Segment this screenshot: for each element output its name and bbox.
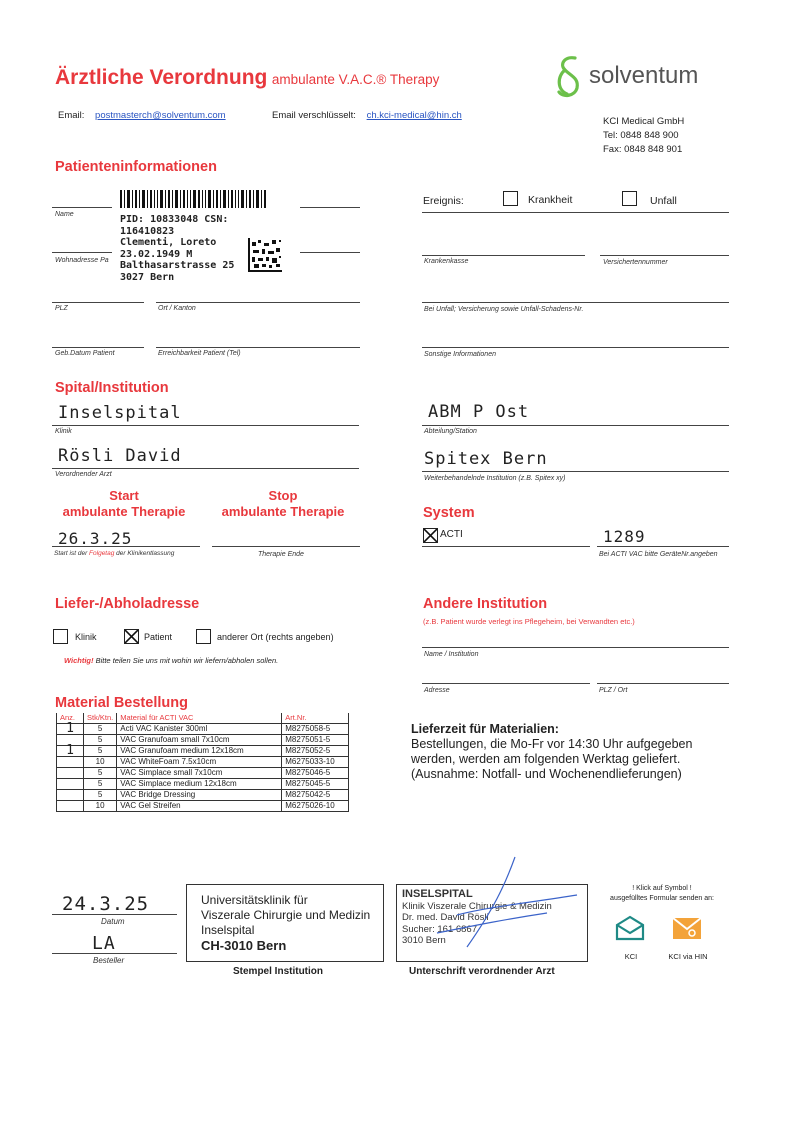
label-stempel: Stempel Institution (233, 966, 323, 977)
material-artnr-cell: M8275051-5 (282, 735, 349, 746)
email-enc-label: Email verschlüsselt: (272, 110, 356, 121)
email-link[interactable]: postmasterch@solventum.com (95, 110, 226, 121)
hin-mail-icon (672, 915, 702, 941)
label-unfall: Unfall (650, 195, 677, 207)
material-artnr-cell: M8275058-5 (282, 724, 349, 735)
sticker-pid: PID: 10833048 CSN: 116410823 (120, 214, 229, 237)
label-plz: PLZ (55, 305, 68, 312)
title-sub: ambulante V.A.C.® Therapy (271, 72, 440, 87)
material-anz-cell[interactable] (57, 790, 84, 801)
sticker-dob: 23.02.1949 M (120, 248, 193, 260)
material-name-cell: VAC WhiteFoam 7.5x10cm (117, 757, 282, 768)
stop-title (213, 488, 353, 520)
solventum-logo (553, 54, 713, 100)
material-table (56, 713, 349, 812)
stamp1-line3: Inselspital (201, 923, 255, 937)
datamatrix-icon (248, 238, 282, 272)
material-anz-cell[interactable] (57, 768, 84, 779)
kci-hin-send-button[interactable] (666, 915, 710, 961)
lieferzeit-title: Lieferzeit für Materialien: (411, 722, 559, 736)
stamp1-line4: CH-3010 Bern (201, 938, 287, 953)
material-name-cell: VAC Simplace medium 12x18cm (117, 779, 282, 790)
label-address: Wohnadresse Pa (55, 257, 109, 264)
checkbox-liefer-klinik[interactable] (53, 629, 68, 644)
table-row (57, 801, 349, 812)
material-stk-cell: 5 (84, 724, 117, 735)
label-liefer-patient: Patient (144, 632, 173, 642)
label-start: Start ist der Folgetag der Klinikentlassung (54, 550, 175, 557)
title-main: Ärztliche Verordnung (55, 66, 268, 89)
material-artnr-cell: M8275042-5 (282, 790, 349, 801)
material-anz-cell[interactable]: 1 (57, 746, 84, 757)
email-enc-link[interactable]: ch.kci-medical@hin.ch (366, 110, 462, 121)
material-name-cell: VAC Gel Streifen (117, 801, 282, 812)
label-krankenkasse: Krankenkasse (424, 258, 469, 265)
logo-text: solventum (589, 62, 699, 89)
section-liefer: Liefer-/Abholadresse (55, 596, 200, 612)
material-name-cell: VAC Granufoam small 7x10cm (117, 735, 282, 746)
label-andere-plz: PLZ / Ort (599, 687, 628, 694)
sticker-city: 3027 Bern (120, 271, 175, 283)
label-datum: Datum (101, 917, 125, 926)
material-anz-cell[interactable] (57, 801, 84, 812)
label-acti: ACTI (440, 529, 463, 540)
label-unterschrift: Unterschrift verordnender Arzt (409, 966, 555, 977)
material-artnr-cell: M8275045-5 (282, 779, 349, 790)
form-title (55, 66, 439, 90)
checkbox-acti[interactable] (423, 528, 438, 543)
material-stk-cell: 5 (84, 779, 117, 790)
label-ort: Ort / Kanton (158, 305, 196, 312)
stamp2-line3: Dr. med. David Rösli (402, 912, 489, 923)
checkbox-liefer-patient[interactable] (124, 629, 139, 644)
material-name-cell: VAC Bridge Dressing (117, 790, 282, 801)
stamp1-line1: Universitätsklinik für (201, 893, 308, 907)
weiter-value[interactable]: Spitex Bern (424, 449, 548, 469)
table-row (57, 735, 349, 746)
sticker-street: Balthasarstrasse 25 (120, 260, 235, 271)
table-row (57, 790, 349, 801)
label-reach: Erreichbarkeit Patient (Tel) (158, 350, 241, 357)
table-row (57, 746, 349, 757)
lieferzeit-line2: werden, werden am folgenden Werktag geliefert. (411, 752, 681, 766)
col-anz: Anz. (57, 713, 84, 724)
stamp-arzt (396, 884, 588, 962)
company-info (603, 115, 684, 157)
stamp2-line1: INSELSPITAL (402, 888, 473, 900)
label-end: Therapie Ende (258, 551, 304, 558)
lieferzeit-line1: Bestellungen, die Mo-Fr vor 14:30 Uhr aufgegeben (411, 737, 693, 751)
datum-value[interactable]: 24.3.25 (62, 893, 150, 915)
kci-hin-label: KCI via HIN (668, 952, 708, 961)
lieferzeit-info (411, 722, 692, 782)
check-x-icon (125, 630, 138, 643)
stop-title-2: ambulante Therapie (221, 504, 345, 519)
check-x-icon (424, 529, 437, 542)
click-hint: ! Klick auf Symbol ! (632, 885, 692, 892)
patient-sticker (118, 190, 288, 282)
signature-icon (397, 855, 587, 965)
section-spital: Spital/Institution (55, 380, 169, 396)
checkbox-liefer-anderer[interactable] (196, 629, 211, 644)
label-liefer-klinik: Klinik (75, 632, 97, 642)
label-weiter: Weiterbehandelnde Institution (z.B. Spitex xy) (424, 475, 566, 482)
besteller-value[interactable]: LA (92, 933, 116, 954)
material-stk-cell: 10 (84, 757, 117, 768)
col-material: Material für ACTI VAC (117, 713, 282, 724)
geraet-value[interactable]: 1289 (603, 527, 646, 546)
kci-label: KCI (624, 952, 638, 961)
label-dob: Geb.Datum Patient (55, 350, 115, 357)
start-title (55, 488, 193, 520)
material-anz-cell[interactable] (57, 779, 84, 790)
start-value[interactable]: 26.3.25 (58, 529, 133, 548)
checkbox-krankheit[interactable] (503, 191, 518, 206)
material-anz-cell[interactable]: 1 (57, 724, 84, 735)
label-ereignis: Ereignis: (423, 195, 464, 207)
section-material: Material Bestellung (55, 695, 188, 711)
col-artnr: Art.Nr. (282, 713, 349, 724)
label-andere-adresse: Adresse (424, 687, 450, 694)
kci-send-button[interactable] (615, 915, 647, 961)
label-andere-name: Name / Institution (424, 651, 479, 658)
kci-mail-icon (615, 915, 645, 941)
material-artnr-cell: M8275046-5 (282, 768, 349, 779)
table-row (57, 768, 349, 779)
company-name: KCI Medical GmbH (603, 116, 685, 127)
andere-sub: (z.B. Patient wurde verlegt ins Pflegeheim, bei Verwandten etc.) (423, 617, 635, 626)
material-artnr-cell: M6275026-10 (282, 801, 349, 812)
material-name-cell: VAC Granufoam medium 12x18cm (117, 746, 282, 757)
stamp2-line2: Klinik Viszerale Chirurgie & Medizin (402, 900, 552, 912)
label-besteller: Besteller (93, 956, 125, 965)
table-row (57, 757, 349, 768)
label-sonstige: Sonstige Informationen (424, 351, 496, 358)
label-name: Name (55, 211, 74, 218)
material-stk-cell: 5 (84, 768, 117, 779)
barcode-icon (120, 190, 270, 208)
label-klinik: Klinik (55, 428, 72, 435)
material-stk-cell: 10 (84, 801, 117, 812)
stop-title-1: Stop (268, 488, 298, 503)
start-title-2: ambulante Therapie (62, 504, 186, 519)
email-row (58, 110, 226, 121)
material-name-cell: VAC Simplace small 7x10cm (117, 768, 282, 779)
email-label: Email: (58, 110, 85, 121)
label-krankheit: Krankheit (528, 194, 573, 206)
email-encrypted-row (272, 110, 462, 121)
arzt-value[interactable]: Rösli David (58, 446, 182, 466)
label-arzt: Verordnender Arzt (55, 471, 112, 478)
material-stk-cell: 5 (84, 735, 117, 746)
send-hint: ausgefülltes Formular senden an: (610, 895, 714, 902)
send-info (600, 884, 724, 904)
section-patient: Patienteninformationen (55, 159, 217, 175)
label-geraet: Bei ACTI VAC bitte GeräteNr.angeben (599, 551, 718, 558)
lieferzeit-line3: (Ausnahme: Notfall- und Wochenendlieferungen) (411, 767, 682, 781)
material-artnr-cell: M8275052-5 (282, 746, 349, 757)
material-header-row (57, 713, 349, 724)
label-liefer-anderer: anderer Ort (rechts angeben) (217, 632, 334, 642)
section-system: System (423, 505, 475, 521)
start-title-1: Start (109, 488, 139, 503)
material-artnr-cell: M6275033-10 (282, 757, 349, 768)
label-versichertennummer: Versichertennummer (603, 259, 668, 266)
label-unfall-versicherung: Bei Unfall; Versicherung sowie Unfall-Schadens-Nr. (424, 306, 584, 313)
company-fax: Fax: 0848 848 901 (603, 144, 683, 155)
table-row (57, 724, 349, 735)
stamp2-line5: 3010 Bern (402, 935, 446, 946)
klinik-value[interactable]: Inselspital (58, 403, 182, 423)
table-row (57, 779, 349, 790)
checkbox-unfall[interactable] (622, 191, 637, 206)
material-name-cell: Acti VAC Kanister 300ml (117, 724, 282, 735)
col-stk: Stk/Ktn. (84, 713, 117, 724)
liefer-note: Wichtig! Bitte teilen Sie uns mit wohin wir liefern/abholen sollen. (64, 656, 279, 665)
material-stk-cell: 5 (84, 790, 117, 801)
stamp1-line2: Viszerale Chirurgie und Medizin (201, 908, 371, 922)
abteilung-value[interactable]: ABM P Ost (428, 402, 530, 422)
section-andere: Andere Institution (423, 596, 548, 612)
company-tel: Tel: 0848 848 900 (603, 130, 679, 141)
material-stk-cell: 5 (84, 746, 117, 757)
solventum-logo-icon (553, 54, 589, 100)
material-anz-cell[interactable] (57, 757, 84, 768)
sticker-name: Clementi, Loreto (120, 237, 217, 248)
stamp2-line4: Sucher: 161 6867 (402, 923, 478, 935)
stamp-institution (186, 884, 384, 962)
label-abteilung: Abteilung/Station (424, 428, 477, 435)
